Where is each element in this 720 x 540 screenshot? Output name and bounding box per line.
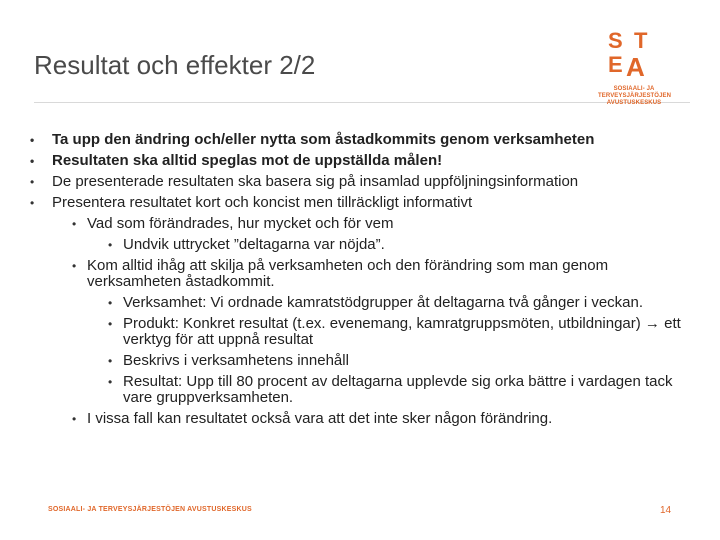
bullet-text: Undvik uttrycket ”deltagarna var nöjda”.	[123, 236, 385, 253]
bullet-marker: •	[108, 375, 113, 389]
page-number: 14	[660, 505, 672, 516]
logo-letter: A	[626, 52, 645, 82]
bullet-text: De presenterade resultaten ska basera sig på insamlad uppföljningsinformation	[52, 173, 579, 190]
bullet-item-level-1	[30, 153, 690, 169]
footer-text: SOSIAALI- JA TERVEYSJÄRJESTÖJEN AVUSTUSKESKUS	[48, 506, 252, 513]
bullet-text: Ta upp den ändring och/eller nytta som åstadkommits genom verksamheten	[52, 131, 595, 148]
bullet-item-level-2	[30, 258, 690, 290]
bullet-text: Vad som förändrades, hur mycket och för vem	[87, 215, 394, 232]
bullet-marker: •	[108, 296, 113, 310]
bullet-item-level-3	[30, 374, 690, 406]
title-divider	[34, 102, 690, 103]
logo-letter: T	[634, 28, 648, 53]
bullet-item-level-3	[30, 295, 690, 311]
bullet-text: Resultaten ska alltid speglas mot de uppställda målen!	[52, 152, 443, 169]
bullet-marker: •	[30, 133, 35, 147]
bullet-text: Kom alltid ihåg att skilja på verksamheten och den förändring som man genom verksamheten åstadkommit.	[87, 257, 609, 290]
logo-letter: S	[608, 28, 623, 53]
bullet-marker: •	[30, 175, 35, 189]
bullet-list	[30, 132, 690, 432]
slide-title: Resultat och effekter 2/2	[34, 50, 316, 80]
bullet-text: Beskrivs i verksamhetens innehåll	[123, 352, 349, 369]
bullet-text: Resultat: Upp till 80 procent av deltagarna upplevde sig orka bättre i vardagen tack vare gruppverksamheten.	[123, 373, 673, 406]
bullet-item-level-2	[30, 216, 690, 232]
bullet-marker: •	[30, 154, 35, 168]
bullet-item-level-1	[30, 132, 690, 148]
bullet-item-level-1	[30, 174, 690, 190]
bullet-text: Produkt: Konkret resultat (t.ex. evenemang, kamratgruppsmöten, utbildningar) → ett verktyg för att uppnå resultat	[123, 315, 681, 348]
bullet-item-level-3	[30, 353, 690, 369]
logo-letter: E	[608, 52, 623, 77]
bullet-marker: •	[30, 196, 35, 210]
bullet-marker: •	[108, 354, 113, 368]
bullet-text: I vissa fall kan resultatet också vara att det inte sker någon förändring.	[87, 410, 553, 427]
bullet-item-level-2	[30, 411, 690, 427]
logo-subtitle: SOSIAALI- JA TERVEYSJÄRJESTÖJEN AVUSTUSKESKUS	[598, 86, 672, 106]
bullet-text: Verksamhet: Vi ordnade kamratstödgrupper åt deltagarna två gånger i veckan.	[123, 294, 644, 311]
bullet-marker: •	[72, 217, 77, 231]
bullet-item-level-1	[30, 195, 690, 211]
bullet-item-level-3	[30, 316, 690, 348]
bullet-marker: •	[72, 259, 77, 273]
bullet-item-level-3	[30, 237, 690, 253]
bullet-marker: •	[108, 317, 113, 331]
bullet-text: Presentera resultatet kort och koncist men tillräckligt informativt	[52, 194, 473, 211]
bullet-marker: •	[108, 238, 113, 252]
bullet-marker: •	[72, 412, 77, 426]
